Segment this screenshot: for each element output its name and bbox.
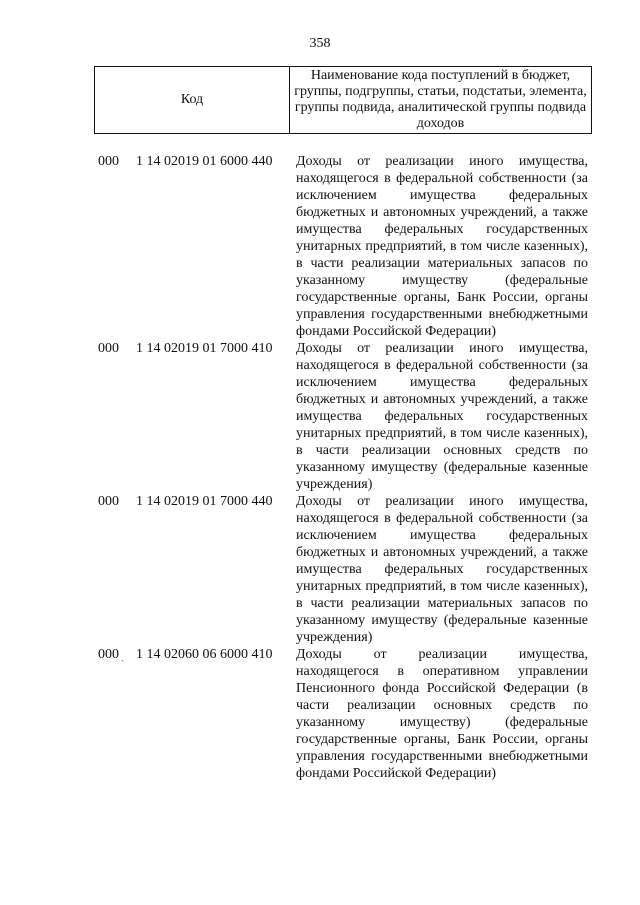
row-description: Доходы от реализации иного имущества, находящегося в федеральной собственности (за исключением имущества федеральных бюджетных и автономных учреждений, а также имущества федеральных государственных унитарных предприятий, в том числе казенных), в части реализации основных средств по указанному имуществу (федеральные казенные учреждения)	[296, 341, 588, 492]
row-code: 1 14 02019 01 7000 410	[136, 341, 273, 356]
table-row	[98, 340, 592, 493]
table-row	[98, 153, 592, 340]
scan-mark: ˎ	[121, 651, 125, 662]
header-name-cell: Наименование кода поступлений в бюджет, группы, подгруппы, статьи, подстатьи, элемента, группы подвида, аналитической группы подвида доходов	[290, 67, 592, 134]
row-prefix: 000	[98, 494, 119, 509]
table-row	[98, 646, 592, 782]
row-prefix: 000	[98, 341, 119, 356]
row-prefix: 000	[98, 647, 119, 662]
page-number: 358	[309, 36, 331, 51]
row-description: Доходы от реализации имущества, находящегося в оперативном управлении Пенсионного фонда Российской Федерации (в части реализации основных средств по указанному имуществу) (федеральные государственные органы, Банк России, органы управления государственными внебюджетными фондами Российской Федерации)	[296, 647, 588, 781]
header-code-cell: Код	[95, 67, 290, 134]
table-row	[98, 493, 592, 646]
row-code: 1 14 02019 01 7000 440	[136, 494, 273, 509]
income-codes-list	[98, 153, 592, 782]
table-header	[94, 66, 592, 134]
row-description: Доходы от реализации иного имущества, находящегося в федеральной собственности (за исключением имущества федеральных бюджетных и автономных учреждений, а также имущества федеральных государственных унитарных предприятий, в том числе казенных), в части реализации материальных запасов по указанному имуществу (федеральные казенные учреждения)	[296, 494, 588, 645]
row-code: 1 14 02019 01 6000 440	[136, 154, 273, 169]
row-description: Доходы от реализации иного имущества, находящегося в федеральной собственности (за исключением имущества федеральных бюджетных и автономных учреждений, а также имущества федеральных государственных унитарных предприятий, в том числе казенных), в части реализации материальных запасов по указанному имуществу (федеральные государственные органы, Банк России, органы управления государственными внебюджетными фондами Российской Федерации)	[296, 154, 588, 339]
row-code: 1 14 02060 06 6000 410	[136, 647, 273, 662]
row-prefix: 000	[98, 154, 119, 169]
